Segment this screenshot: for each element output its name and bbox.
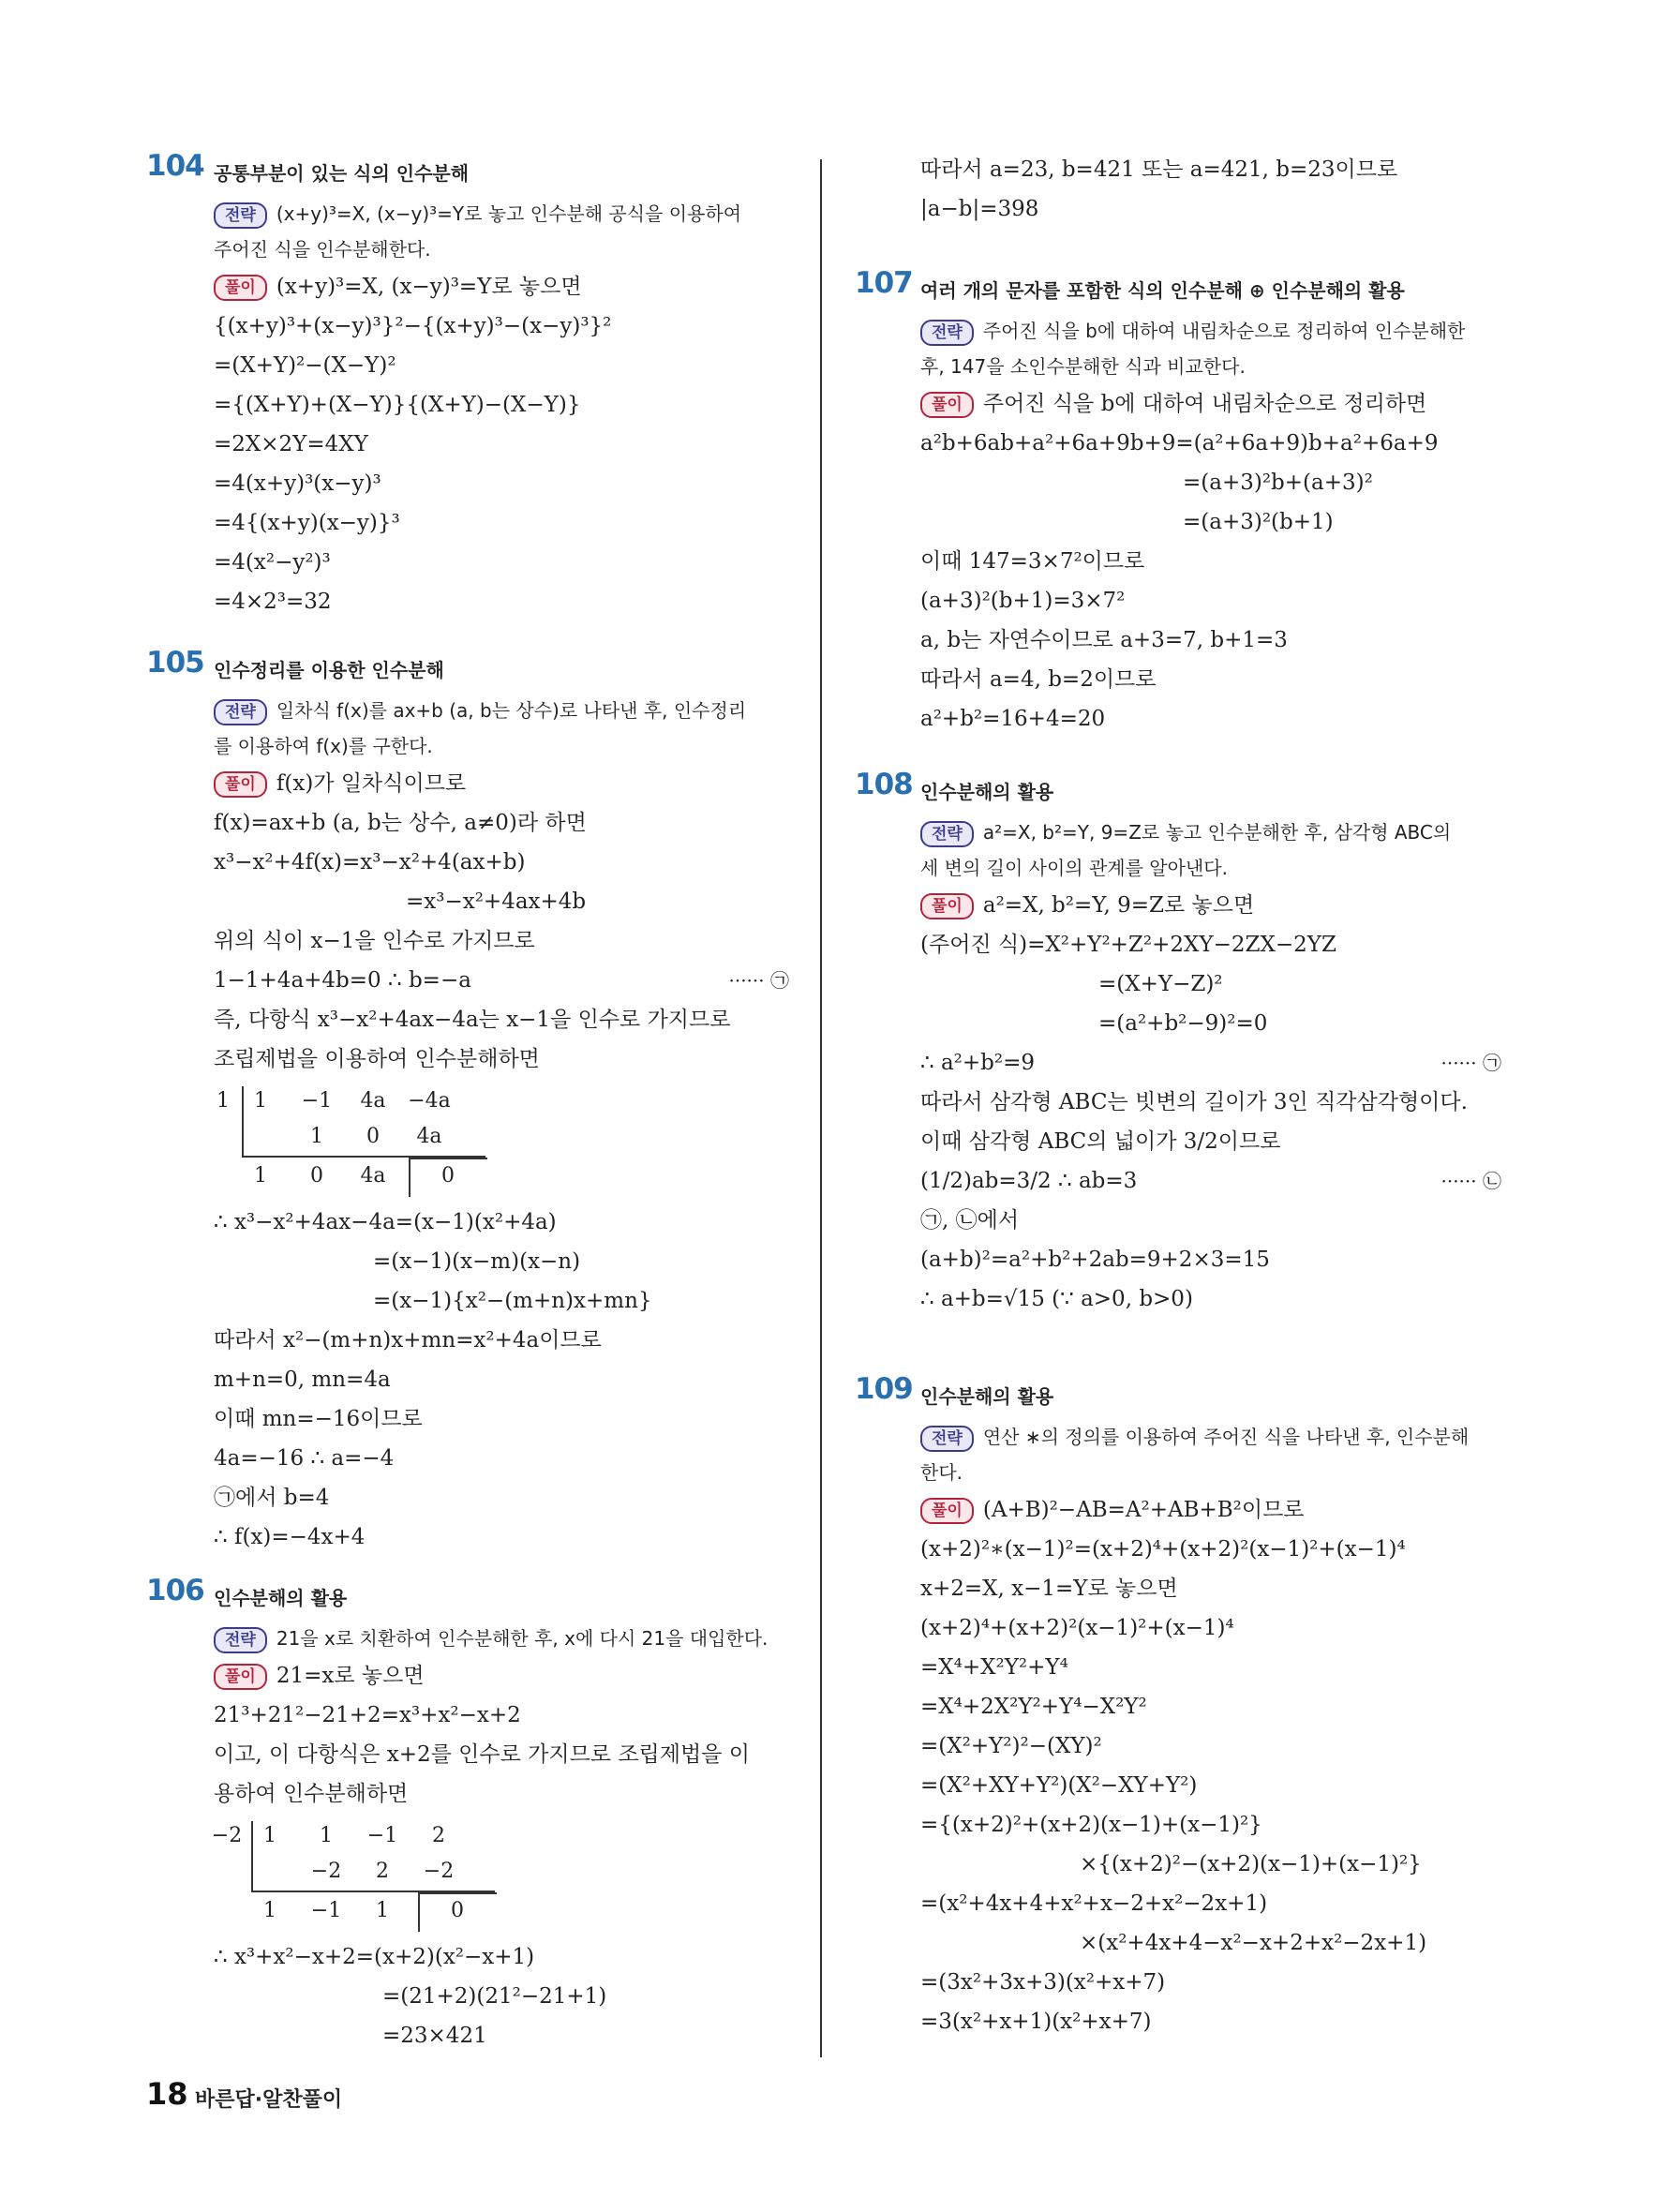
math-line: 즉, 다항식 x³−x²+4ax−4a는 x−1을 인수로 가지므로	[214, 1008, 731, 1032]
equation-mark: ······ ㉠	[728, 969, 789, 992]
strategy-text: (x+y)³=X, (x−y)³=Y로 놓고 인수분해 공식을 이용하여	[276, 202, 742, 225]
product: −2	[423, 1860, 455, 1883]
math-line: (a+b)²=a²+b²+2ab=9+2×3=15	[920, 1248, 1270, 1272]
math-line: 따라서 x²−(m+n)x+mn=x²+4a이므로	[214, 1328, 602, 1353]
math-line: ×(x²+4x+4−x²−x+2+x²−2x+1)	[1080, 1931, 1427, 1955]
math-line: x³−x²+4f(x)=x³−x²+4(ax+b)	[214, 850, 526, 874]
solution-badge: 풀이	[214, 1664, 267, 1690]
divisor: 1	[216, 1089, 230, 1113]
strategy-text: 일차식 f(x)를 ax+b (a, b는 상수)로 나타낸 후, 인수정리	[276, 699, 747, 722]
coef: 1	[263, 1824, 276, 1847]
problem-106-continued	[855, 150, 1501, 229]
math-line: 따라서 a=4, b=2이므로	[920, 667, 1157, 692]
solution-text: f(x)가 일차식이므로	[276, 771, 467, 796]
problem-number: 107	[855, 266, 913, 300]
problem-105	[146, 646, 789, 1557]
strategy-text: 연산 ∗의 정의를 이용하여 주어진 식을 나타낸 후, 인수분해	[982, 1426, 1470, 1448]
math-line: =(X+Y−Z)²	[1098, 972, 1223, 996]
math-line: ∴ x³+x²−x+2=(x+2)(x²−x+1)	[214, 1945, 535, 1969]
strategy-badge: 전략	[920, 1426, 974, 1452]
math-line: 1−1+4a+4b=0 ∴ b=−a	[214, 968, 471, 993]
math-line: =(X+Y)²−(X−Y)²	[214, 353, 396, 378]
result: 1	[254, 1164, 267, 1188]
synthetic-division-table	[211, 1817, 789, 1930]
math-line: 위의 식이 x−1을 인수로 가지므로	[214, 929, 535, 953]
math-line: ∴ a+b=√15 (∵ a>0, b>0)	[920, 1287, 1193, 1311]
strategy-badge: 전략	[214, 1627, 267, 1653]
math-line: ㉠에서 b=4	[214, 1486, 330, 1510]
math-line: =2X×2Y=4XY	[214, 432, 368, 456]
page-number: 18	[146, 2076, 188, 2112]
math-line: ={(X+Y)+(X−Y)}{(X+Y)−(X−Y)}	[214, 393, 581, 417]
strategy-text: 를 이용하여 f(x)를 구한다.	[214, 735, 433, 757]
problem-108	[855, 768, 1501, 1319]
math-line: =(x²+4x+4+x²+x−2+x²−2x+1)	[920, 1891, 1268, 1916]
math-line: ∴ x³−x²+4ax−4a=(x−1)(x²+4a)	[214, 1210, 557, 1234]
result: −1	[310, 1899, 342, 1922]
product: 4a	[416, 1125, 442, 1148]
product: 2	[376, 1860, 389, 1883]
math-line: f(x)=ax+b (a, b는 상수, a≠0)라 하면	[214, 811, 587, 835]
math-line: ㉠, ㉡에서	[920, 1208, 1020, 1233]
problem-title: 여러 개의 문자를 포함한 식의 인수분해 ⊕ 인수분해의 활용	[920, 279, 1405, 302]
strategy-text: 21을 x로 치환하여 인수분해한 후, x에 다시 21을 대입한다.	[276, 1627, 769, 1650]
solution-text: (A+B)²−AB=A²+AB+B²이므로	[982, 1498, 1305, 1522]
math-line: 따라서 a=23, b=421 또는 a=421, b=23이므로	[920, 157, 1398, 182]
product: 0	[366, 1125, 380, 1148]
strategy-badge: 전략	[214, 699, 267, 725]
math-line: =(a+3)²(b+1)	[1183, 510, 1334, 534]
math-line: a, b는 자연수이므로 a+3=7, b+1=3	[920, 628, 1288, 652]
math-line: =4{(x+y)(x−y)}³	[214, 511, 400, 535]
coef: 4a	[360, 1089, 386, 1113]
math-line: (x+2)²∗(x−1)²=(x+2)⁴+(x+2)²(x−1)²+(x−1)⁴	[920, 1537, 1406, 1562]
math-line: =4(x²−y²)³	[214, 550, 331, 575]
math-line: =(3x²+3x+3)(x²+x+7)	[920, 1970, 1166, 1995]
math-line: ∴ a²+b²=9	[920, 1051, 1035, 1075]
math-line: (x+2)⁴+(x+2)²(x−1)²+(x−1)⁴	[920, 1616, 1234, 1640]
solution-badge: 풀이	[214, 771, 267, 798]
result: 0	[310, 1164, 323, 1188]
math-line: (주어진 식)=X²+Y²+Z²+2XY−2ZX−2YZ	[920, 933, 1336, 957]
problem-104	[146, 149, 789, 621]
problem-number: 104	[146, 149, 204, 183]
math-line: (a+3)²(b+1)=3×7²	[920, 589, 1126, 613]
strategy-text: 후, 147을 소인수분해한 식과 비교한다.	[920, 355, 1246, 378]
coef: −1	[301, 1089, 333, 1113]
result: 1	[263, 1899, 276, 1922]
math-line: 이때 147=3×7²이므로	[920, 549, 1145, 574]
problem-number: 105	[146, 646, 204, 680]
math-line: =x³−x²+4ax+4b	[406, 889, 587, 914]
math-line: =(X²+XY+Y²)(X²−XY+Y²)	[920, 1773, 1198, 1798]
math-line: =X⁴+2X²Y²+Y⁴−X²Y²	[920, 1695, 1147, 1719]
math-line: {(x+y)³+(x−y)³}²−{(x+y)³−(x−y)³}²	[214, 314, 612, 338]
math-line: =(x−1)(x−m)(x−n)	[373, 1249, 581, 1274]
math-line: 조립제법을 이용하여 인수분해하면	[214, 1047, 540, 1071]
strategy-badge: 전략	[920, 821, 974, 847]
math-line: 이고, 이 다항식은 x+2를 인수로 가지므로 조립제법을 이	[214, 1742, 750, 1767]
math-line: ∴ f(x)=−4x+4	[214, 1525, 366, 1549]
problem-107	[855, 266, 1501, 739]
problem-title: 공통부분이 있는 식의 인수분해	[214, 162, 470, 185]
synthetic-division-table	[214, 1083, 789, 1195]
strategy-text: 한다.	[920, 1461, 963, 1484]
coef: −1	[366, 1824, 398, 1847]
solution-text: (x+y)³=X, (x−y)³=Y로 놓으면	[276, 275, 582, 299]
problem-number: 106	[146, 1574, 204, 1607]
solution-badge: 풀이	[920, 893, 974, 919]
product: −2	[310, 1860, 342, 1883]
math-line: =4(x+y)³(x−y)³	[214, 471, 381, 496]
solution-text: 주어진 식을 b에 대하여 내림차순으로 정리하면	[982, 392, 1427, 416]
result: 1	[376, 1899, 389, 1922]
math-line: |a−b|=398	[920, 197, 1039, 221]
problem-number: 109	[855, 1372, 913, 1406]
strategy-text: 세 변의 길이 사이의 관계를 알아낸다.	[920, 857, 1228, 879]
math-line: 용하여 인수분해하면	[214, 1782, 409, 1806]
coef: 1	[254, 1089, 267, 1113]
strategy-text: 주어진 식을 인수분해한다.	[214, 238, 431, 261]
math-line: a²b+6ab+a²+6a+9b+9=(a²+6a+9)b+a²+6a+9	[920, 431, 1439, 456]
divisor: −2	[211, 1824, 243, 1847]
math-line: m+n=0, mn=4a	[214, 1368, 391, 1392]
solution-badge: 풀이	[214, 275, 267, 301]
math-line: a²+b²=16+4=20	[920, 707, 1106, 731]
remainder: 0	[441, 1164, 455, 1188]
solution-badge: 풀이	[920, 1498, 974, 1524]
problem-109	[855, 1372, 1501, 2041]
book-section-label: 바른답·알찬풀이	[195, 2088, 343, 2112]
strategy-text: a²=X, b²=Y, 9=Z로 놓고 인수분해한 후, 삼각형 ABC의	[982, 821, 1452, 844]
problem-title: 인수분해의 활용	[920, 1385, 1054, 1408]
math-line: =(X²+Y²)²−(XY)²	[920, 1734, 1102, 1758]
product: 1	[310, 1125, 323, 1148]
math-line: (1/2)ab=3/2 ∴ ab=3	[920, 1169, 1138, 1193]
math-line: =3(x²+x+1)(x²+x+7)	[920, 2010, 1152, 2034]
remainder: 0	[451, 1899, 464, 1922]
math-line: =4×2³=32	[214, 590, 332, 614]
problem-title: 인수분해의 활용	[214, 1587, 348, 1609]
math-line: =(x−1){x²−(m+n)x+mn}	[373, 1289, 652, 1313]
solution-badge: 풀이	[920, 392, 974, 418]
problem-title: 인수정리를 이용한 인수분해	[214, 659, 444, 681]
math-line: =(21+2)(21²−21+1)	[382, 1984, 607, 2009]
math-line: =(a+3)²b+(a+3)²	[1183, 471, 1373, 495]
math-line: ={(x+2)²+(x+2)(x−1)+(x−1)²}	[920, 1813, 1262, 1837]
problem-number: 108	[855, 768, 913, 801]
column-divider	[820, 159, 822, 2057]
math-line: x+2=X, x−1=Y로 놓으면	[920, 1577, 1178, 1601]
math-line: ×{(x+2)²−(x+2)(x−1)+(x−1)²}	[1080, 1852, 1422, 1876]
math-line: 따라서 삼각형 ABC는 빗변의 길이가 3인 직각삼각형이다.	[920, 1090, 1468, 1114]
equation-mark: ······ ㉠	[1441, 1052, 1501, 1074]
solution-text: 21=x로 놓으면	[276, 1664, 425, 1688]
solution-text: a²=X, b²=Y, 9=Z로 놓으면	[982, 893, 1255, 918]
math-line: =(a²+b²−9)²=0	[1098, 1011, 1268, 1036]
problem-106	[146, 1574, 789, 2055]
math-line: =23×421	[382, 2024, 487, 2048]
math-line: 이때 삼각형 ABC의 넓이가 3/2이므로	[920, 1129, 1281, 1154]
math-line: =X⁴+X²Y²+Y⁴	[920, 1655, 1068, 1680]
coef: −4a	[408, 1089, 451, 1113]
strategy-badge: 전략	[214, 202, 267, 229]
math-line: 이때 mn=−16이므로	[214, 1407, 423, 1431]
coef: 1	[320, 1824, 333, 1847]
strategy-text: 주어진 식을 b에 대하여 내림차순으로 정리하여 인수분해한	[982, 320, 1466, 342]
math-line: 4a=−16 ∴ a=−4	[214, 1446, 395, 1471]
strategy-badge: 전략	[920, 320, 974, 346]
coef: 2	[432, 1824, 445, 1847]
problem-title: 인수분해의 활용	[920, 781, 1054, 803]
result: 4a	[360, 1164, 386, 1188]
math-line: 21³+21²−21+2=x³+x²−x+2	[214, 1703, 521, 1727]
equation-mark: ······ ㉡	[1441, 1170, 1501, 1192]
